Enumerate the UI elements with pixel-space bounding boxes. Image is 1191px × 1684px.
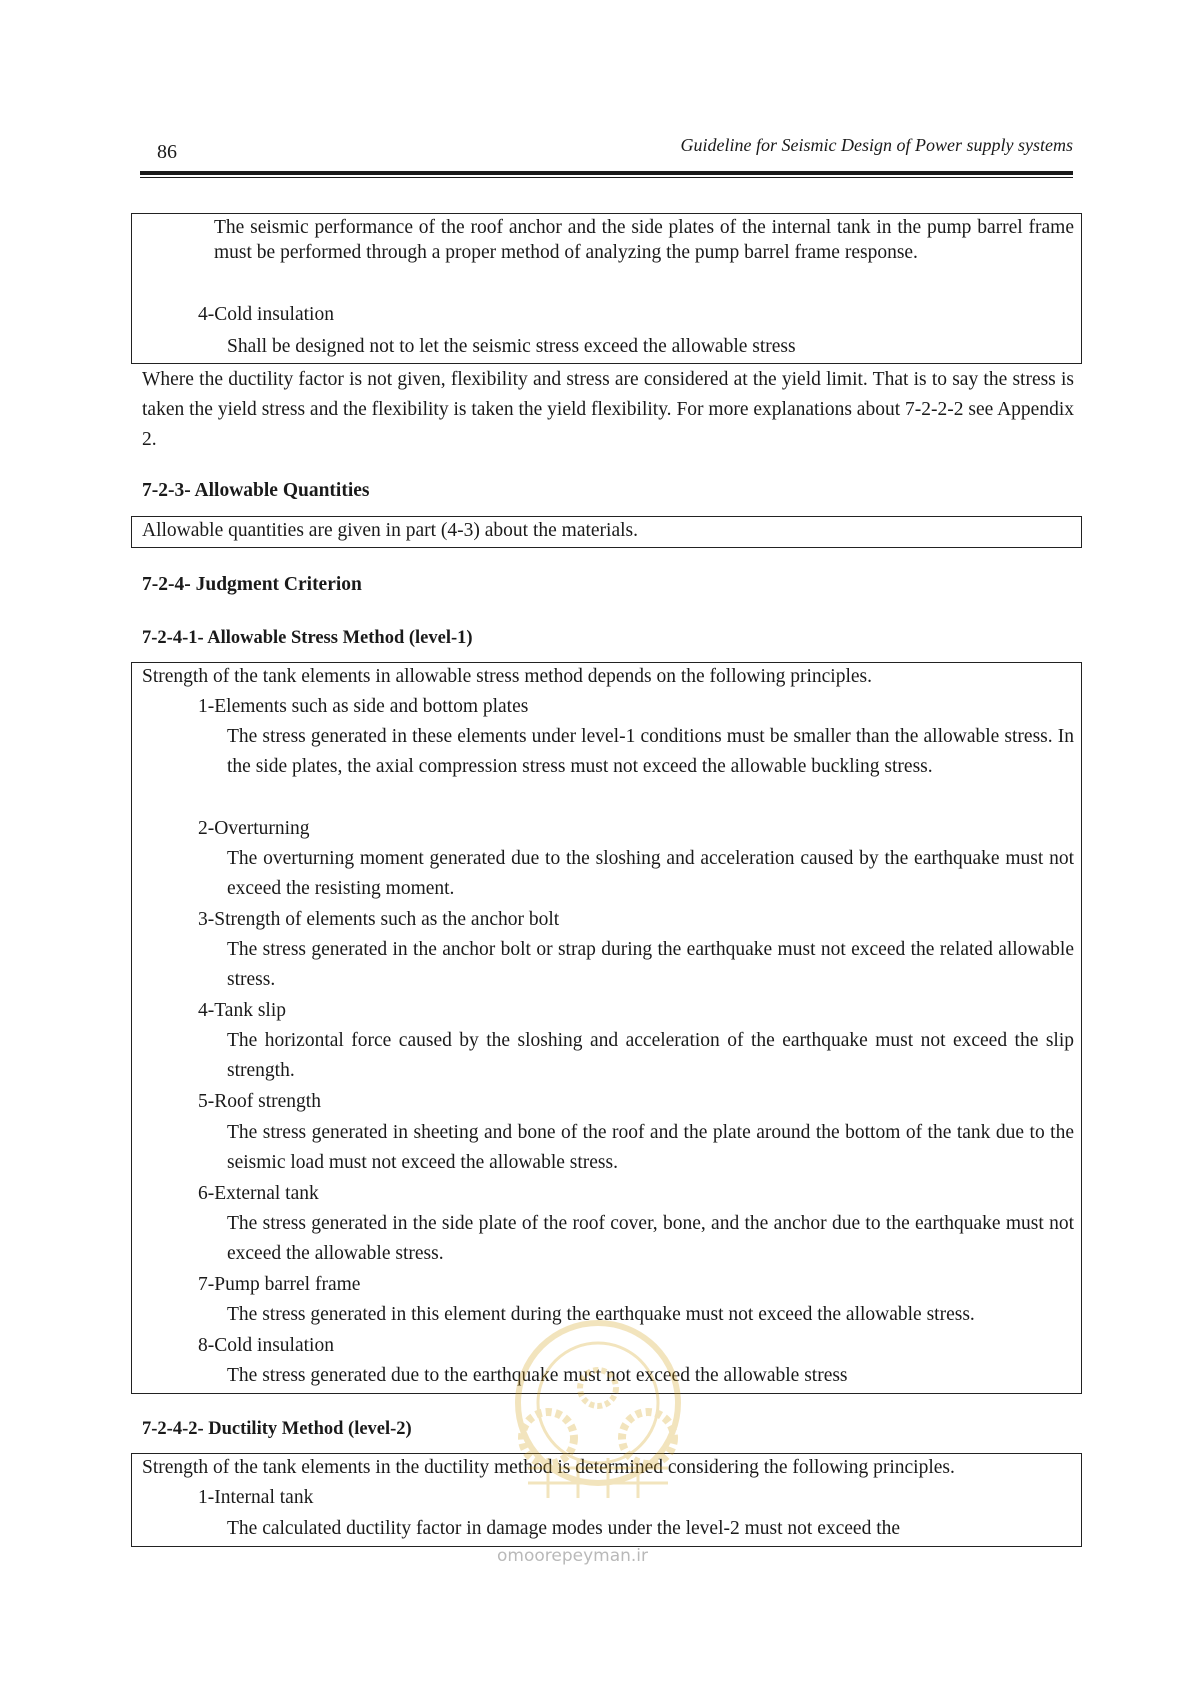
item-text: The overturning moment generated due to the sloshing and acceleration caused by the earthquake must not exceed the resisting moment.	[227, 848, 1074, 899]
item-title: 7-Pump barrel frame	[198, 1274, 361, 1295]
ductility-intro: Strength of the tank elements in the ductility method is determined considering the following principles.	[142, 1457, 955, 1478]
section-heading-7-2-4: 7-2-4- Judgment Criterion	[142, 574, 362, 595]
item-text: The stress generated in the anchor bolt or strap during the earthquake must not exceed the related allowable stress.	[227, 939, 1074, 990]
item-title: 3-Strength of elements such as the anchor bolt	[198, 909, 560, 930]
section-heading-7-2-3: 7-2-3- Allowable Quantities	[142, 480, 370, 501]
item-text: The stress generated due to the earthquake must not exceed the allowable stress	[227, 1365, 848, 1386]
item-text: The stress generated in the side plate of the roof cover, bone, and the anchor due to the earthquake must not exceed the allowable stress.	[227, 1213, 1074, 1264]
section-heading-7-2-4-2: 7-2-4-2- Ductility Method (level-2)	[142, 1419, 412, 1439]
header-rule-thick	[140, 171, 1073, 175]
item-text: The stress generated in sheeting and bone of the roof and the plate around the bottom of the tank due to the seismic load must not exceed the allowable stress.	[227, 1122, 1074, 1173]
item-title: 4-Tank slip	[198, 1000, 286, 1021]
watermark-url: omoorepeyman.ir	[497, 1546, 649, 1566]
box1-item-text: Shall be designed not to let the seismic stress exceed the allowable stress	[227, 336, 796, 357]
ductility-item-text: The calculated ductility factor in damage modes under the level-2 must not exceed the	[227, 1518, 901, 1539]
item-title: 5-Roof strength	[198, 1091, 321, 1112]
ductility-item-title: 1-Internal tank	[198, 1487, 314, 1508]
item-text: The stress generated in these elements under level-1 conditions must be smaller than the allowable stress. In the side plates, the axial compression stress must not exceed the allowable buckling stress.	[227, 726, 1074, 777]
body-paragraph: Where the ductility factor is not given, flexibility and stress are considered at the yield limit. That is to say the stress is taken the yield stress and the flexibility is taken the yield flexibility. For more explanations about 7-2-2-2 see Appendix 2.	[142, 369, 1074, 450]
running-title: Guideline for Seismic Design of Power supply systems	[680, 135, 1073, 155]
page-number: 86	[157, 141, 177, 163]
box1-paragraph: The seismic performance of the roof anchor and the side plates of the internal tank in the pump barrel frame must be performed through a proper method of analyzing the pump barrel frame response.	[214, 217, 1074, 263]
item-title: 8-Cold insulation	[198, 1335, 334, 1356]
header-rule-thin	[140, 177, 1073, 178]
allowable-stress-intro: Strength of the tank elements in allowable stress method depends on the following principles.	[142, 666, 873, 687]
allowable-quantities-text: Allowable quantities are given in part (4-3) about the materials.	[142, 520, 639, 541]
item-title: 6-External tank	[198, 1183, 319, 1204]
item-text: The horizontal force caused by the sloshing and acceleration of the earthquake must not exceed the slip strength.	[227, 1030, 1074, 1081]
watermark-logo	[488, 1318, 708, 1508]
item-title: 2-Overturning	[198, 818, 310, 839]
item-text: The stress generated in this element during the earthquake must not exceed the allowable stress.	[227, 1304, 975, 1325]
box1-item-title: 4-Cold insulation	[198, 304, 334, 325]
section-heading-7-2-4-1: 7-2-4-1- Allowable Stress Method (level-1)	[142, 628, 473, 648]
item-title: 1-Elements such as side and bottom plates	[198, 696, 529, 717]
